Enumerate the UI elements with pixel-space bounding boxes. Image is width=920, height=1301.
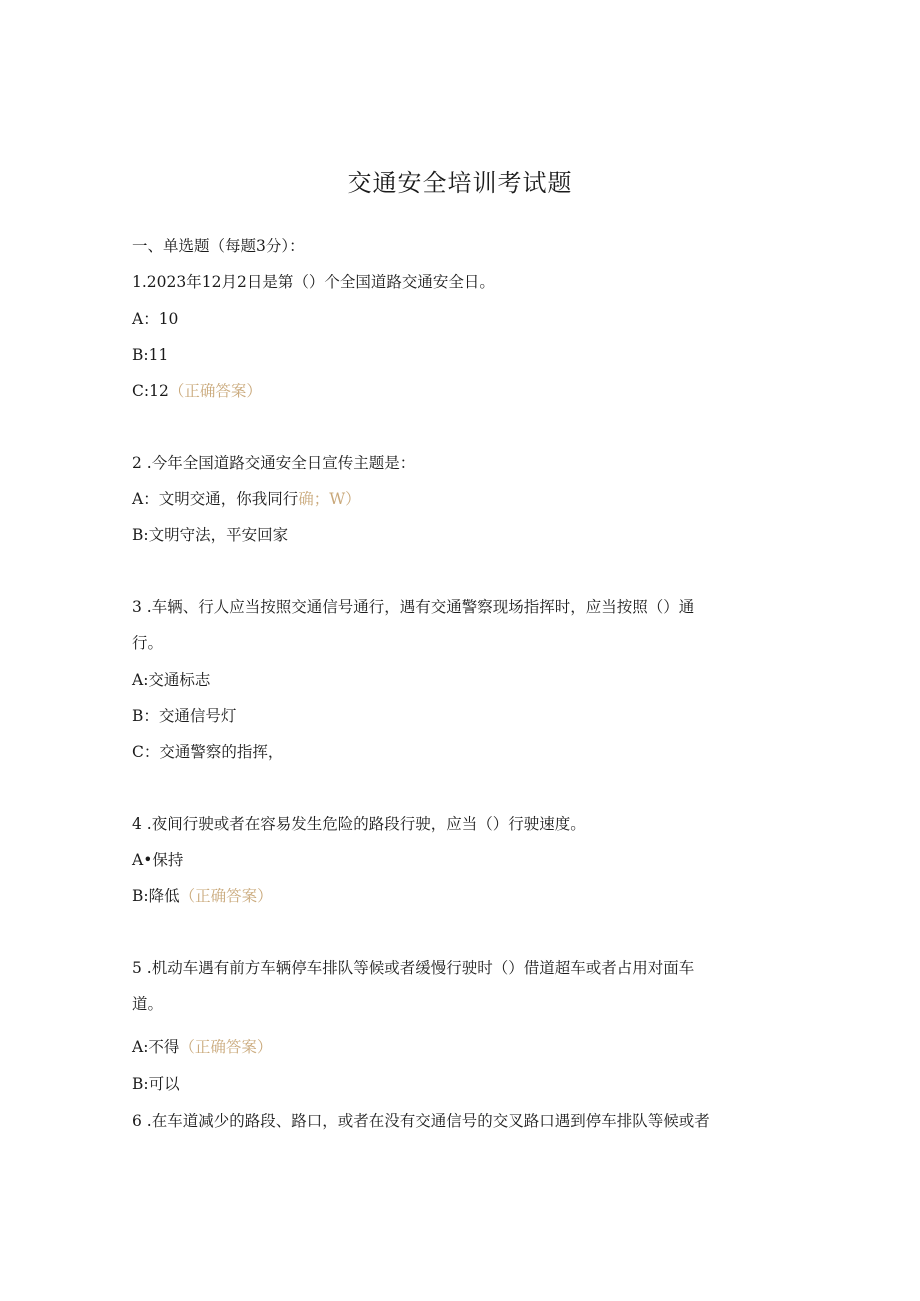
question-5-option-b: B:可以 bbox=[132, 1075, 180, 1093]
question-1-option-a: A：10 bbox=[132, 310, 179, 328]
question-3-option-a: A:交通标志 bbox=[132, 671, 211, 689]
question-3-option-c: C：交通警察的指挥， bbox=[132, 743, 284, 761]
correct-answer-mark: （正确答案） bbox=[179, 887, 273, 905]
option-text: C:12 bbox=[132, 382, 169, 400]
question-5-option-a bbox=[132, 1037, 272, 1057]
section-heading: 一、单选题（每题3分）： bbox=[132, 237, 305, 255]
question-1-option-b: B:11 bbox=[132, 346, 169, 364]
option-text: B:降低 bbox=[132, 887, 180, 905]
correct-answer-mark: 确；W） bbox=[298, 490, 361, 508]
page-title: 交通安全培训考试题 bbox=[347, 169, 573, 197]
question-3-stem-line1: 3 .车辆、行人应当按照交通信号通行，遇有交通警察现场指挥时，应当按照（）通 bbox=[132, 598, 695, 616]
question-2-option-a bbox=[132, 489, 361, 509]
question-1-stem: 1.2023年12月2日是第（）个全国道路交通安全日。 bbox=[132, 273, 495, 291]
question-3-option-b: B：交通信号灯 bbox=[132, 707, 237, 725]
question-3-stem-line2: 行。 bbox=[132, 634, 164, 652]
question-2-stem: 2 .今年全国道路交通安全日宣传主题是： bbox=[132, 454, 416, 472]
question-5-stem-line2: 道。 bbox=[132, 995, 164, 1013]
question-6-stem-line1: 6 .在车道减少的路段、路口，或者在没有交通信号的交叉路口遇到停车排队等候或者 bbox=[132, 1112, 710, 1130]
question-4-option-a: A•保持 bbox=[132, 851, 184, 869]
question-5-stem-line1: 5 .机动车遇有前方车辆停车排队等候或者缓慢行驶时（）借道超车或者占用对面车 bbox=[132, 959, 695, 977]
option-text: A：文明交通，你我同行 bbox=[132, 490, 299, 508]
correct-answer-mark: （正确答案） bbox=[168, 382, 262, 400]
question-2-option-b: B:文明守法，平安回家 bbox=[132, 526, 289, 544]
question-4-stem: 4 .夜间行驶或者在容易发生危险的路段行驶，应当（）行驶速度。 bbox=[132, 815, 586, 833]
question-4-option-b bbox=[132, 886, 273, 906]
option-text: A:不得 bbox=[132, 1038, 180, 1056]
question-1-option-c bbox=[132, 381, 262, 401]
correct-answer-mark: （正确答案） bbox=[179, 1038, 273, 1056]
